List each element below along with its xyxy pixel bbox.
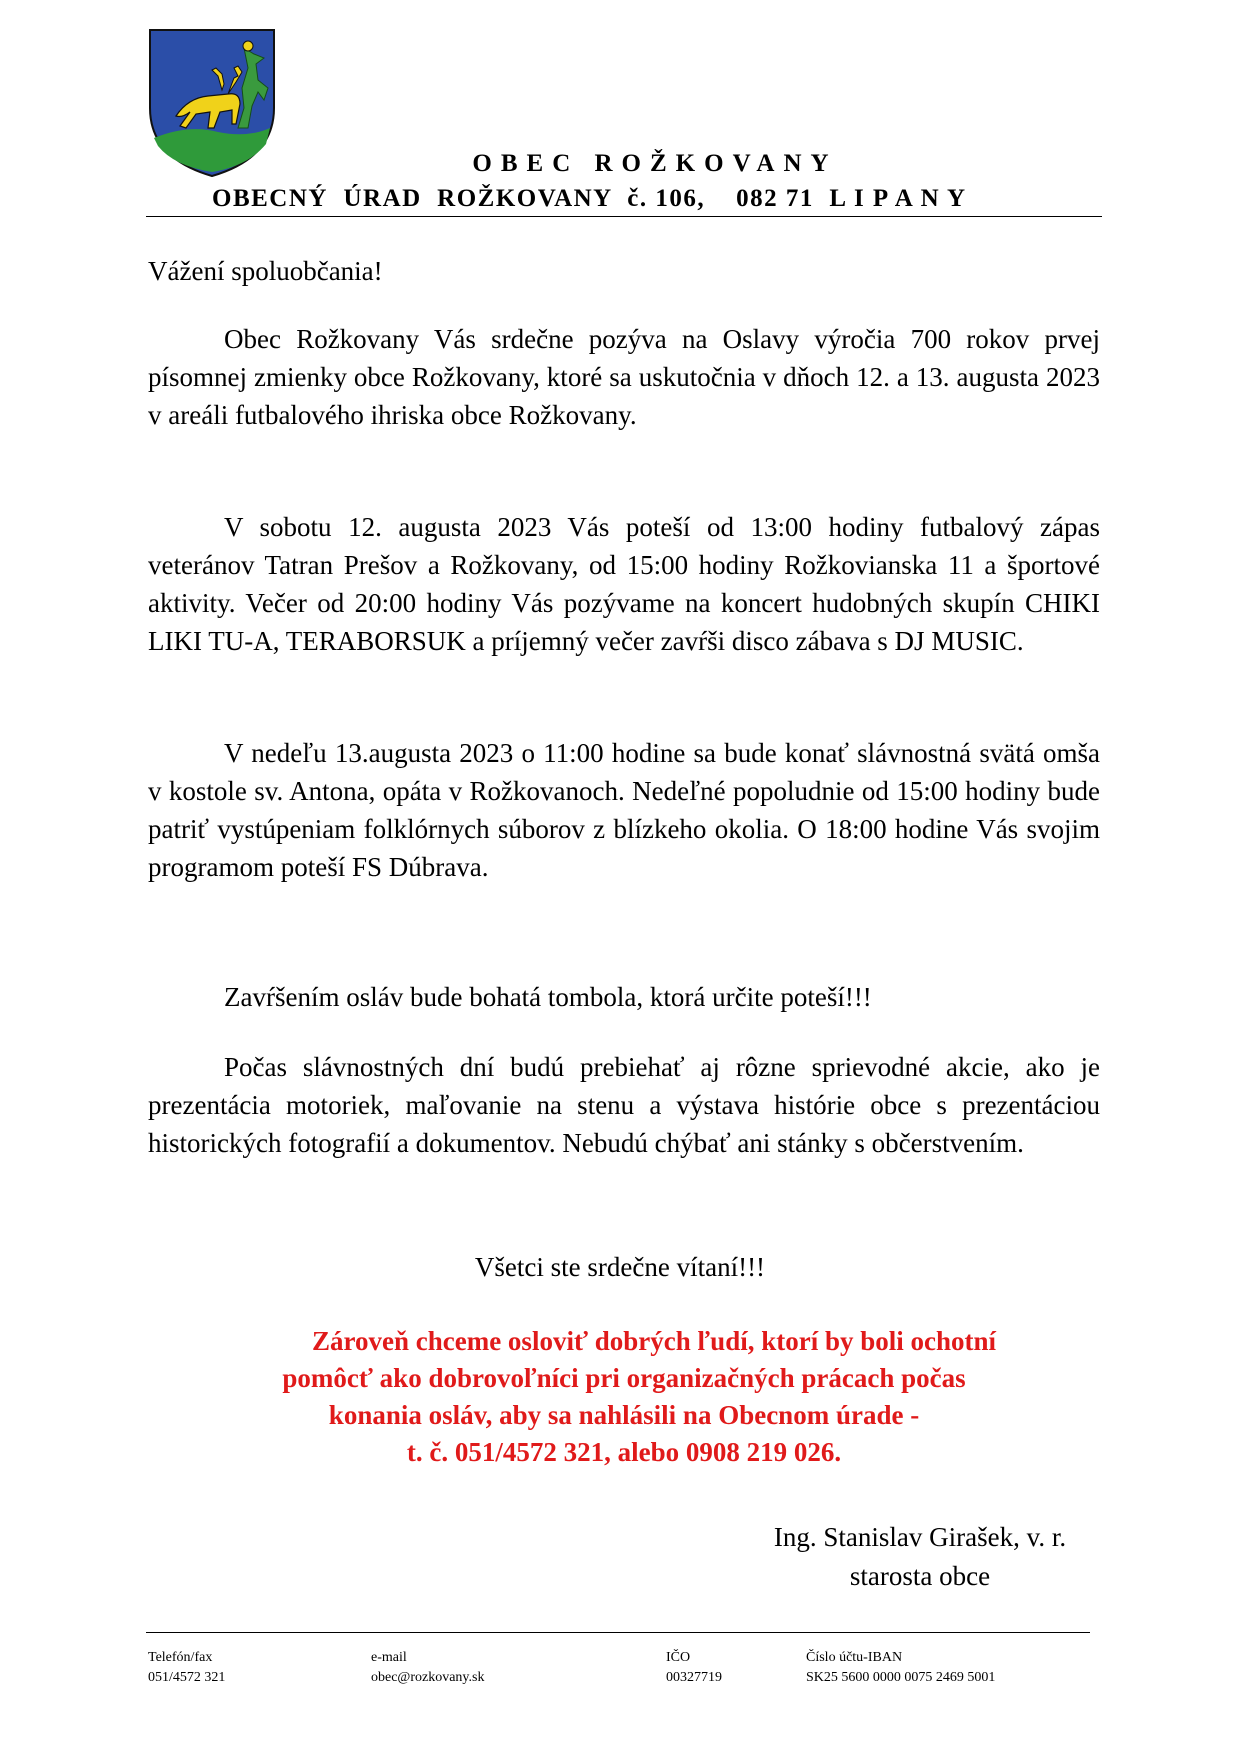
- paragraph-2: V sobotu 12. augusta 2023 Vás poteší od 13:00 hodiny futbalový zápas veteránov Tatran Prešov a Rožkovany, od 15:00 hodiny Rožkovianska 11 a športové aktivity. Večer od 20:00 hodiny Vás pozývame na koncert hudobných skupín CHIKI LIKI TU-A, TERABORSUK a príjemný večer zavŕši disco zábava s DJ MUSIC.: [148, 512, 1100, 656]
- paragraph-4: Zavŕšením osláv bude bohatá tombola, ktorá určite poteší!!!: [224, 982, 872, 1012]
- signature-role: starosta obce: [849, 1561, 991, 1591]
- header-address: OBECNÝ ÚRAD ROŽKOVANY č. 106, 082 71 L I P A N Y: [212, 185, 967, 212]
- footer-phone-value: 051/4572 321: [148, 1670, 226, 1685]
- footer-iban-value: SK25 5600 0000 0075 2469 5001: [806, 1670, 996, 1685]
- appeal-line: konania osláv, aby sa nahlásili na Obecnom úrade -: [328, 1400, 920, 1430]
- footer-email-value: obec@rozkovany.sk: [371, 1670, 485, 1685]
- footer-phone-label: Telefón/fax: [148, 1650, 213, 1665]
- footer-phone: [148, 1648, 225, 1688]
- appeal-line: pomôcť ako dobrovoľníci pri organizačných prácach počas: [282, 1363, 966, 1393]
- volunteer-appeal: [148, 1323, 1100, 1471]
- paragraph-5-block: [148, 1048, 1100, 1162]
- signature-block: [740, 1518, 1100, 1596]
- paragraph-5: Počas slávnostných dní budú prebiehať aj rôzne sprievodné akcie, ako je prezentácia motoriek, maľovanie na stenu a výstava histórie obce s prezentáciou historických fotografií a dokumentov. Nebudú chýbať ani stánky s občerstvením.: [148, 1052, 1100, 1158]
- paragraph-1-block: [148, 320, 1100, 434]
- footer-email-label: e-mail: [371, 1650, 407, 1665]
- footer-iban-label: Číslo účtu-IBAN: [806, 1650, 903, 1665]
- paragraph-4-block: [148, 978, 1100, 1016]
- paragraph-1: Obec Rožkovany Vás srdečne pozýva na Oslavy výročia 700 rokov prvej písomnej zmienky obce Rožkovany, ktoré sa uskutočnia v dňoch 12. a 13. augusta 2023 v areáli futbalového ihriska obce Rožkovany.: [148, 324, 1100, 430]
- footer-ico-value: 00327719: [666, 1670, 722, 1685]
- welcome-text: Všetci ste srdečne vítaní!!!: [474, 1252, 766, 1282]
- header-title: OBEC ROŽKOVANY: [472, 150, 838, 177]
- header-divider: [146, 216, 1102, 217]
- footer-email: [371, 1648, 484, 1688]
- appeal-line: Zároveň chceme osloviť dobrých ľudí, ktorí by boli ochotní: [311, 1326, 997, 1356]
- footer-ico-label: IČO: [666, 1650, 691, 1665]
- signature-name: Ing. Stanislav Girašek, v. r.: [773, 1522, 1067, 1552]
- paragraph-3: V nedeľu 13.augusta 2023 o 11:00 hodine sa bude konať slávnostná svätá omša v kostole sv. Antona, opáta v Rožkovanoch. Nedeľné popoludnie od 15:00 hodiny bude patriť vystúpeniam folklórnych súborov z blízkeho okolia. O 18:00 hodine Vás svojim programom poteší FS Dúbrava.: [148, 738, 1100, 882]
- paragraph-2-block: [148, 508, 1100, 660]
- salutation: Vážení spoluobčania!: [148, 256, 383, 286]
- paragraph-3-block: [148, 734, 1100, 886]
- appeal-line: t. č. 051/4572 321, alebo 0908 219 026.: [406, 1437, 842, 1467]
- footer-iban: [806, 1648, 995, 1688]
- footer-ico: [666, 1648, 722, 1688]
- footer-divider: [146, 1632, 1090, 1633]
